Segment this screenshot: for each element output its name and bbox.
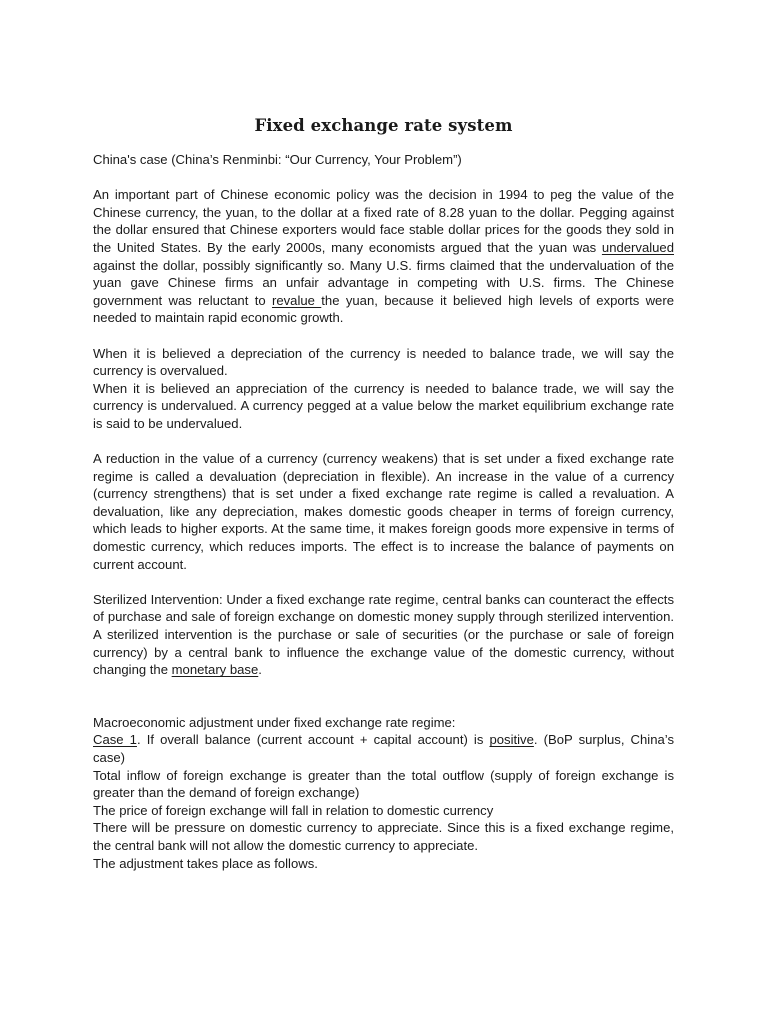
price-line: The price of foreign exchange will fall in relation to domestic currency	[93, 802, 494, 818]
paragraph-sterilized-intervention: Sterilized Intervention: Under a fixed exchange rate regime, central banks can counteract the effects of purchase and sale of foreign exchange on domestic money supply through sterilized intervention. A sterilized intervention is the purchase or sale of securities (or the purchase or sale of foreign currency) by a central bank to influence the exchange value of the domestic currency, without changing the monetary base.	[93, 591, 674, 678]
adjustment-line: The adjustment takes place as follows.	[93, 855, 318, 871]
pressure-line: There will be pressure on domestic currency to appreciate. Since this is a fixed exchange regime, the central bank will not allow the domestic currency to appreciate.	[93, 820, 674, 853]
revalue-link[interactable]: revalue	[271, 292, 322, 308]
undervalued-link[interactable]: undervalued	[601, 239, 674, 255]
document-title: Fixed exchange rate system	[254, 116, 513, 135]
macro-heading: Macroeconomic adjustment under fixed exchange rate regime:	[93, 714, 456, 730]
positive-term: positive	[489, 732, 534, 748]
paragraph-china-peg: An important part of Chinese economic policy was the decision in 1994 to peg the value of the Chinese currency, the yuan, to the dollar at a fixed rate of 8.28 yuan to the dollar. Pegging against the dollar ensured that Chinese exporters would face stable dollar prices for the goods they sold in the United States. By the early 2000s, many economists argued that the yuan was undervalued against the dollar, possibly significantly so. Many U.S. firms claimed that the undervaluation of the yuan gave Chinese firms an unfair advantage in competing with U.S. firms. The Chinese government was reluctant to revalue the yuan, because it believed high levels of exports were needed to maintain rapid economic growth.	[93, 187, 674, 326]
paragraph-undervalued: When it is believed an appreciation of the currency is needed to balance trade, we will say the currency is undervalued. A currency pegged at a value below the market equilibrium exchange rate is said to be undervalued.	[93, 380, 674, 431]
monetary-base-link[interactable]: monetary base	[171, 662, 259, 678]
inflow-line: Total inflow of foreign exchange is greater than the total outflow (supply of foreign exchange is greater than the demand of foreign exchange)	[93, 767, 674, 801]
case-1-label: Case 1	[93, 732, 137, 748]
paragraph-devaluation: A reduction in the value of a currency (currency weakens) that is set under a fixed exchange rate regime is called a devaluation (depreciation in flexible). An increase in the value of a currency (currency strengthens) that is set under a fixed exchange rate regime is called a revaluation. A devaluation, like any depreciation, makes domestic goods cheaper in terms of foreign currency, which leads to higher exports. At the same time, it makes foreign goods more expensive in terms of domestic currency, which reduces imports. The effect is to increase the balance of payments on current account.	[93, 451, 674, 572]
case-subtitle: China's case (China’s Renminbi: “Our Currency, Your Problem”)	[93, 152, 462, 167]
paragraph-overvalued: When it is believed a depreciation of the currency is needed to balance trade, we will say the currency is overvalued.	[93, 345, 674, 379]
case-1-line: Case 1. If overall balance (current account + capital account) is positive. (BoP surplus, China’s case)	[93, 732, 674, 765]
document-page	[93, 116, 674, 872]
